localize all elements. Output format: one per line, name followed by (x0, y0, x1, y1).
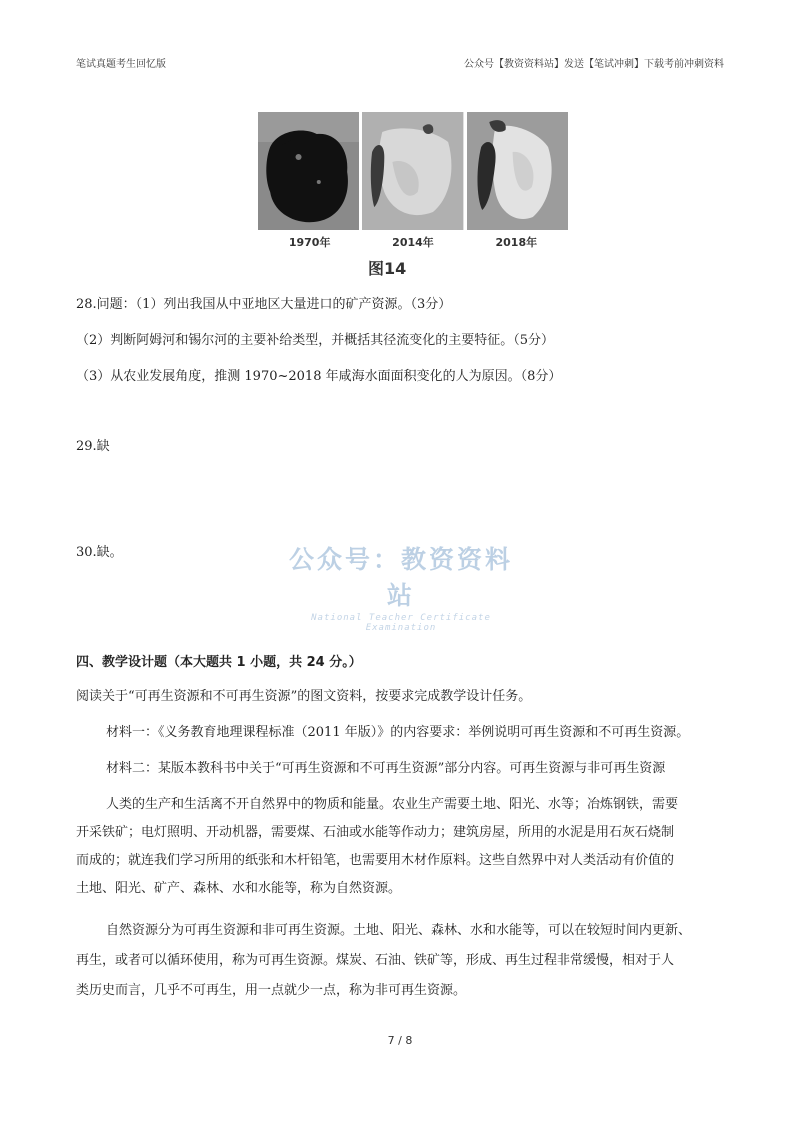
satellite-image-2018 (467, 112, 568, 230)
section-4-intro: 阅读关于“可再生资源和不可再生资源”的图文资料，按要求完成教学设计任务。 (76, 689, 532, 704)
watermark-sub-text: National Teacher Certificate Examination (311, 613, 491, 633)
paragraph-1-line-1: 人类的生产和生活离不开自然界中的物质和能量。农业生产需要土地、阳光、水等；冶炼钢铁，需要 (106, 797, 679, 812)
question-28-part-2: （2）判断阿姆河和锡尔河的主要补给类型，并概括其径流变化的主要特征。（5分） (76, 333, 555, 348)
header-left-text: 笔试真题考生回忆版 (76, 59, 166, 70)
header-right-text: 公众号【教资资料站】发送【笔试冲刺】下载考前冲刺资料 (464, 59, 724, 70)
watermark (283, 540, 519, 633)
question-28-part-1: 28.问题：（1）列出我国从中亚地区大量进口的矿产资源。（3分） (76, 297, 452, 312)
question-28-part-3: （3）从农业发展角度，推测 1970~2018 年咸海水面面积变化的人为原因。（8分） (76, 369, 562, 384)
paragraph-1-line-3: 而成的；就连我们学习所用的纸张和木杆铅笔，也需要用木材作原料。这些自然界中对人类活动有价值的 (76, 853, 675, 868)
paragraph-1-line-2: 开采铁矿；电灯照明、开动机器，需要煤、石油或水能等作动力；建筑房屋，所用的水泥是用石灰石烧制 (76, 825, 675, 840)
satellite-image-2014 (362, 112, 463, 230)
material-1: 材料一：《义务教育地理课程标准（2011 年版）》的内容要求：举例说明可再生资源和不可再生资源。 (106, 725, 690, 740)
year-label-2014: 2014年 (392, 236, 434, 249)
watermark-main-text: 公众号：教资资料站 (288, 545, 513, 610)
question-29: 29.缺 (76, 439, 110, 454)
figure-caption: 图14 (368, 259, 407, 278)
aral-sea-figure (258, 112, 568, 250)
section-4-title: 四、教学设计题（本大题共 1 小题，共 24 分。） (76, 655, 362, 670)
year-label-1970: 1970年 (288, 236, 331, 249)
material-2: 材料二：某版本教科书中关于“可再生资源和不可再生资源”部分内容。可再生资源与非可再生资源 (106, 761, 666, 776)
paragraph-1-line-4: 土地、阳光、矿产、森林、水和水能等，称为自然资源。 (76, 881, 402, 896)
year-label-2018: 2018年 (495, 236, 538, 249)
page-number: 7 / 8 (387, 1034, 413, 1047)
satellite-image-1970 (258, 112, 359, 230)
question-30: 30.缺。 (76, 545, 123, 560)
paragraph-2-line-1: 自然资源分为可再生资源和非可再生资源。土地、阳光、森林、水和水能等，可以在较短时间内更新、 (106, 923, 692, 938)
paragraph-2-line-3: 类历史而言，几乎不可再生，用一点就少一点，称为非可再生资源。 (76, 983, 467, 998)
paragraph-2-line-2: 再生，或者可以循环使用，称为可再生资源。煤炭、石油、铁矿等，形成、再生过程非常缓慢，相对于人 (76, 953, 675, 968)
